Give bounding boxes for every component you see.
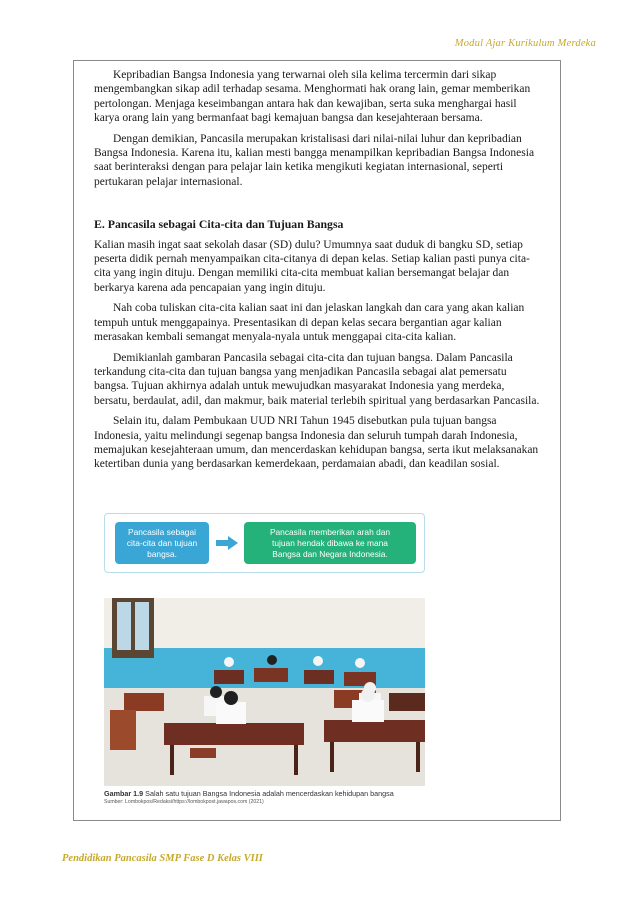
running-header: Modul Ajar Kurikulum Merdeka	[454, 38, 596, 49]
classroom-photo	[104, 598, 425, 786]
figure-source: Sumber: Lombokpos/Redaksi/https://lombokpost.jawapos.com (2021)	[104, 799, 264, 805]
paragraph: Nah coba tuliskan cita-cita kalian saat ini dan jelaskan langkah dan cara yang akan kalian tempuh untuk menggapainya. Presentasikan di depan kelas secara bergantian agar kalian merasakan kembali semangat menyala-nyala untuk menggapai cita-cita kalian.	[94, 302, 525, 344]
figure-caption	[104, 789, 434, 799]
diagram-box-citacita: Pancasila sebagai cita-cita dan tujuan bangsa.	[115, 522, 209, 564]
running-footer: Pendidikan Pancasila SMP Fase D Kelas VIII	[62, 853, 263, 864]
paragraph: Kalian masih ingat saat sekolah dasar (SD) dulu? Umumnya saat duduk di bangku SD, setiap peserta didik pernah menyampaikan cita-citanya di depan kelas. Setiap kalian pasti punya cita-cita yang ingin dituju. Dengan memiliki cita-cita membuat kalian bersemangat belajar dan berkarya karena ada pencapaian yang ingin dituju.	[94, 238, 530, 294]
paragraph: Kepribadian Bangsa Indonesia yang terwarnai oleh sila kelima tercermin dari sikap mengembangkan sikap adil terhadap sesama. Menghormati hak orang lain, gemar memberikan pertolongan. Menjaga keseimbangan antara hak dan kewajiban, serta suka menghargai hasil karya orang lain yang bermanfaat bagi kemajuan bangsa dan kesejahteraan bersama.	[94, 69, 531, 125]
concept-diagram	[104, 513, 425, 573]
diagram-box-arah-tujuan: Pancasila memberikan arah dan tujuan hendak dibawa ke mana Bangsa dan Negara Indonesia.	[244, 522, 416, 564]
classroom-illustration	[104, 598, 425, 786]
section-heading: E. Pancasila sebagai Cita-cita dan Tujuan Bangsa	[94, 217, 344, 232]
paragraph: Dengan demikian, Pancasila merupakan kristalisasi dari nilai-nilai luhur dan kepribadian Bangsa Indonesia. Karena itu, kalian mesti bangga menampilkan kepribadian Bangsa Indonesia saat berinteraksi dengan para pelajar lain ketika mengikuti kegiatan internasional, seperti pertukaran pelajar internasional.	[94, 132, 535, 188]
paragraph: Demikianlah gambaran Pancasila sebagai cita-cita dan tujuan bangsa. Dalam Pancasila terkandung cita-cita dan tujuan bangsa yang menjadikan Pancasila sebagai alat pemersatu bangsa. Tujuan akhirnya adalah untuk mewujudkan masyarakat Indonesia yang merdeka, bersatu, berdaulat, adil, dan makmur, baik material terlebih spiritual yang berdasarkan Pancasila.	[94, 351, 540, 407]
arrow-right-icon	[216, 536, 238, 550]
figure-label: Gambar 1.9	[104, 789, 144, 798]
main-text	[94, 68, 540, 478]
figure-caption-text: Salah satu tujuan Bangsa Indonesia adalah mencerdaskan kehidupan bangsa	[145, 789, 394, 798]
paragraph: Selain itu, dalam Pembukaan UUD NRI Tahun 1945 disebutkan pula tujuan bangsa Indonesia, yaitu melindungi segenap bangsa Indonesia dan seluruh tumpah darah Indonesia, memajukan kesejahteraan umum, dan mencerdaskan kehidupan bangsa, serta ikut melaksanakan ketertiban dunia yang berdasarkan kemerdekaan, perdamaian abadi, dan keadilan sosial.	[94, 415, 539, 471]
